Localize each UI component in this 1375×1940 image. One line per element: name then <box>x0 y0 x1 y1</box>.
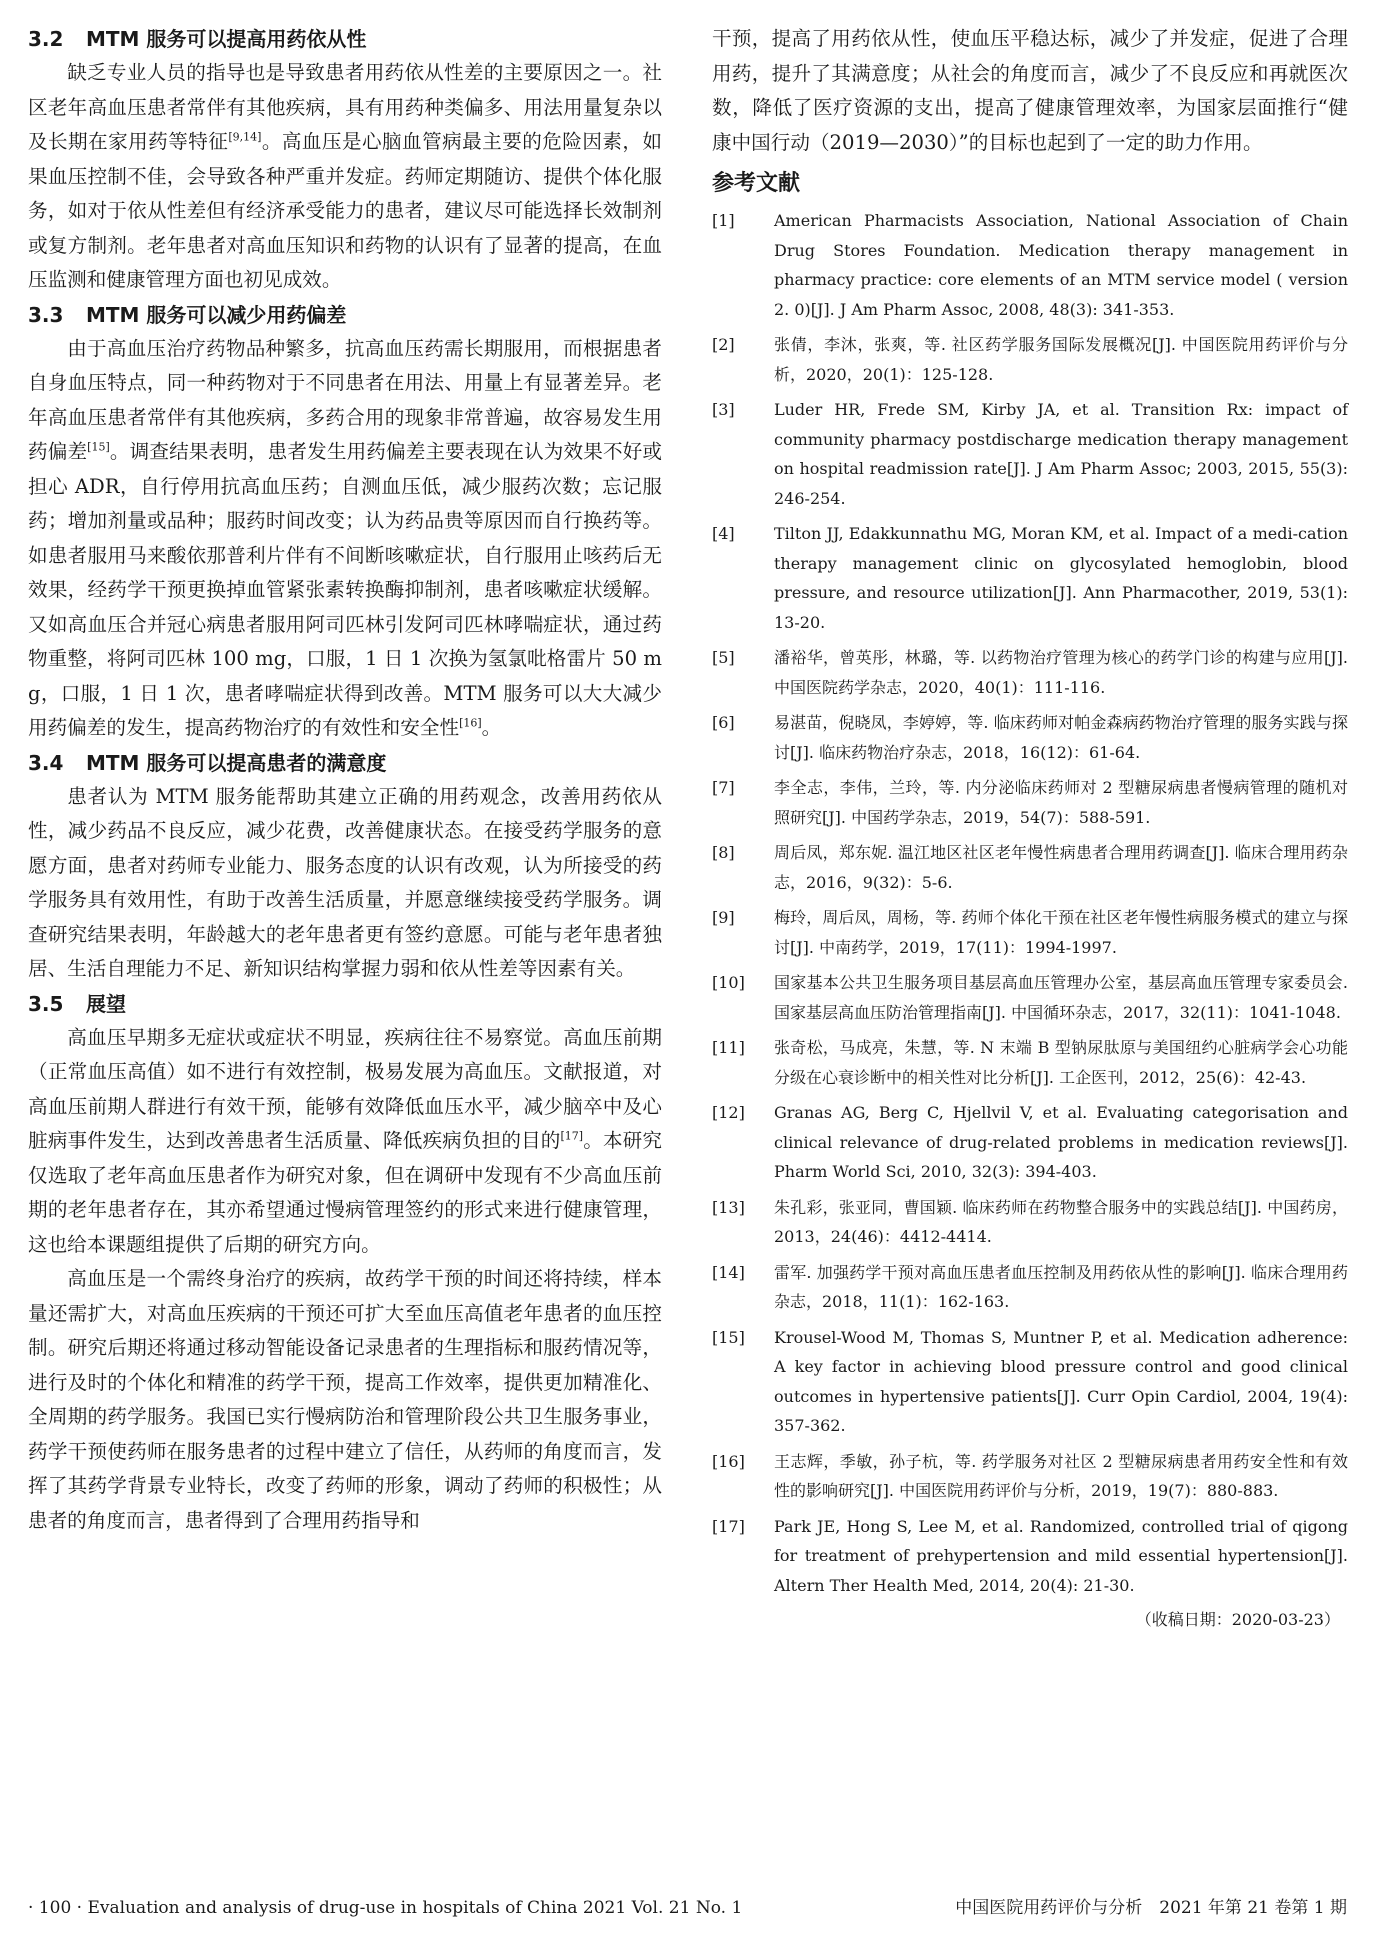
reference-number: [8] <box>712 843 735 862</box>
reference-text: 梅玲，周后凤，周杨，等. 药师个体化干预在社区老年慢性病服务模式的建立与探讨[J]. 中南药学，2019，17(11)：1994-1997. <box>774 908 1348 957</box>
section-title: MTM 服务可以减少用药偏差 <box>86 302 347 327</box>
reference-number: [5] <box>712 648 735 667</box>
footer-journal-en: · 100 · Evaluation and analysis of drug-use in hospitals of China 2021 Vol. 21 No. 1 <box>28 1898 743 1918</box>
reference-number: [2] <box>712 335 735 354</box>
section-number: 3.4 <box>28 750 64 775</box>
reference-item <box>712 1512 1348 1601</box>
reference-item <box>712 708 1348 767</box>
reference-number: [12] <box>712 1103 745 1122</box>
reference-text: 国家基本公共卫生服务项目基层高血压管理办公室，基层高血压管理专家委员会. 国家基层高血压防治管理指南[J]. 中国循环杂志，2017，32(11)：1041-1048. <box>774 973 1348 1022</box>
reference-text: 李全志，李伟，兰玲，等. 内分泌临床药师对 2 型糖尿病患者慢病管理的随机对照研究[J]. 中国药学杂志，2019，54(7)：588-591. <box>774 778 1348 827</box>
reference-number: [11] <box>712 1038 745 1057</box>
reference-text: Park JE, Hong S, Lee M, et al. Randomized, controlled trial of qigong for treatment of prehypertension and mild essential hypertension[J]. Altern Ther Health Med, 2014, 20(4): 21-30. <box>774 1516 1348 1595</box>
reference-text: Luder HR, Frede SM, Kirby JA, et al. Transition Rx: impact of community pharmacy postdischarge medication therapy management on hospital readmission rate[J]. J Am Pharm Assoc; 2003, 2015, 55(3): 246-254. <box>774 400 1348 508</box>
reference-number: [9] <box>712 908 735 927</box>
reference-text: American Pharmacists Association, National Association of Chain Drug Stores Foundation. Medication therapy management in pharmacy practice: core elements of an MTM service model ( version 2. 0)[J]. J Am Pharm Assoc, 2008, 48(3): 341-353. <box>774 211 1348 319</box>
section-heading-3-3 <box>28 298 662 332</box>
reference-text: Krousel-Wood M, Thomas S, Muntner P, et al. Medication adherence: A key factor in achieving blood pressure control and good clinical outcomes in hypertensive patients[J]. Curr Opin Cardiol, 2004, 19(4): 357-362. <box>774 1327 1348 1435</box>
section-number: 3.5 <box>28 991 64 1016</box>
reference-text: 张倩，李沐，张爽，等. 社区药学服务国际发展概况[J]. 中国医院用药评价与分析，2020，20(1)：125-128. <box>774 335 1348 384</box>
reference-text: 潘裕华，曾英彤，林璐，等. 以药物治疗管理为核心的药学门诊的构建与应用[J]. 中国医院药学杂志，2020，40(1)：111-116. <box>774 648 1348 697</box>
reference-number: [16] <box>712 1451 745 1471</box>
section-heading-3-2 <box>28 22 662 56</box>
reference-number: [10] <box>712 973 745 992</box>
citation-link[interactable]: [15] <box>87 440 110 454</box>
reference-text: 张奇松，马成亮，朱慧，等. N 末端 B 型钠尿肽原与美国纽约心脏病学会心功能分级在心衰诊断中的相关性对比分析[J]. 工企医刊，2012，25(6)：42-43. <box>774 1038 1348 1087</box>
paragraph: 由于高血压治疗药物品种繁多，抗高血压药需长期服用，而根据患者自身血压特点，同一种药物对于不同患者在用法、用量上有显著差异。老年高血压患者常伴有其他疾病，多药合用的现象非常普遍，故容易发生用药偏差[15]。调查结果表明，患者发生用药偏差主要表现在认为效果不好或担心 ADR，自行停用抗高血压药；自测血压低，减少服药次数；忘记服药；增加剂量或品种；服药时间改变；认为药品贵等原因而自行换药等。如患者服用马来酸依那普利片伴有不间断咳嗽症状，自行服用止咳药后无效果，经药学干预更换掉血管紧张素转换酶抑制剂，患者咳嗽症状缓解。又如高血压合并冠心病患者服用阿司匹林引发阿司匹林哮喘症状，通过药物重整，将阿司匹林 100 mg，口服，1 日 1 次换为氢氯吡格雷片 50 mg，口服，1 日 1 次，患者哮喘症状得到改善。MTM 服务可以大大减少用药偏差的发生，提高药物治疗的有效性和安全性[16]。 <box>28 336 663 739</box>
reference-number: [17] <box>712 1516 745 1536</box>
citation-link[interactable]: [16] <box>459 716 482 730</box>
section-title: MTM 服务可以提高用药依从性 <box>86 27 367 51</box>
reference-text: Tilton JJ, Edakkunnathu MG, Moran KM, et al. Impact of a medi-cation therapy management clinic on glycosylated hemoglobin, blood pressure, and resource utilization[J]. Ann Pharmacother, 2019, 53(1): 13-20. <box>774 524 1348 632</box>
reference-item <box>712 1258 1348 1317</box>
reference-item <box>712 206 1348 324</box>
paragraph: 缺乏专业人员的指导也是导致患者用药依从性差的主要原因之一。社区老年高血压患者常伴有其他疾病，具有用药种类偏多、用法用量复杂以及长期在家用药等特征[9,14]。高血压是心脑血管病最主要的危险因素，如果血压控制不佳，会导致各种严重并发症。药师定期随访、提供个体化服务，如对于依从性差但有经济承受能力的患者，建议尽可能选择长效制剂或复方制剂。老年患者对高血压知识和药物的认识有了显著的提高，在血压监测和健康管理方面也初见成效。 <box>28 61 663 291</box>
page-footer <box>0 1893 1375 1923</box>
footer-journal-cn: 中国医院用药评价与分析 2021 年第 21 卷第 1 期 <box>955 1898 1347 1918</box>
reference-item <box>712 395 1348 513</box>
reference-item <box>712 1323 1348 1441</box>
reference-item <box>712 643 1348 702</box>
paragraph: 患者认为 MTM 服务能帮助其建立正确的用药观念，改善用药依从性，减少药品不良反应，减少花费，改善健康状态。在接受药学服务的意愿方面，患者对药师专业能力、服务态度的认识有改观，认为所接受的药学服务具有效用性，有助于改善生活质量，并愿意继续接受药学服务。调查研究结果表明，年龄越大的老年患者更有签约意愿。可能与老年患者独居、生活自理能力不足、新知识结构掌握力弱和依从性差等因素有关。 <box>28 784 662 980</box>
paragraph: 高血压早期多无症状或症状不明显，疾病往往不易察觉。高血压前期（正常血压高值）如不进行有效控制，极易发展为高血压。文献报道，对高血压前期人群进行有效干预，能够有效降低血压水平，减少脑卒中及心脏病事件发生，达到改善患者生活质量、降低疾病负担的目的[17]。本研究仅选取了老年高血压患者作为研究对象，但在调研中发现有不少高血压前期的老年患者存在，其亦希望通过慢病管理签约的形式来进行健康管理，这也给本课题组提供了后期的研究方向。 <box>28 1025 663 1256</box>
reference-item <box>712 968 1348 1027</box>
reference-item <box>712 519 1348 637</box>
reference-text: 周后凤，郑东妮. 温江地区社区老年慢性病患者合理用药调查[J]. 临床合理用药杂志，2016，9(32)：5-6. <box>774 843 1348 892</box>
reference-number: [14] <box>712 1262 745 1282</box>
reference-item <box>712 1447 1348 1506</box>
reference-number: [7] <box>712 778 735 797</box>
reference-text: Granas AG, Berg C, Hjellvil V, et al. Evaluating categorisation and clinical relevance of drug-related problems in medication reviews[J]. Pharm World Sci, 2010, 32(3): 394-403. <box>774 1103 1348 1181</box>
reference-item <box>712 773 1348 832</box>
reference-number: [3] <box>712 400 735 419</box>
reference-item <box>712 1033 1348 1092</box>
reference-number: [15] <box>712 1327 745 1347</box>
reference-text: 朱孔彩，张亚同，曹国颖. 临床药师在药物整合服务中的实践总结[J]. 中国药房，2013，24(46)：4412-4414. <box>774 1197 1348 1246</box>
received-date: （收稿日期：2020-03-23） <box>1135 1610 1340 1629</box>
left-column <box>28 22 662 1538</box>
paragraph: 高血压是一个需终身治疗的疾病，故药学干预的时间还将持续，样本量还需扩大，对高血压疾病的干预还可扩大至血压高值老年患者的血压控制。研究后期还将通过移动智能设备记录患者的生理指标和服药情况等，进行及时的个体化和精准的药学干预，提高工作效率，提供更加精准化、全周期的药学服务。我国已实行慢病防治和管理阶段公共卫生服务事业，药学干预使药师在服务患者的过程中建立了信任，从药师的角度而言，发挥了其药学背景专业特长，改变了药师的形象，调动了药师的积极性；从患者的角度而言，患者得到了合理用药指导和 <box>28 1267 662 1532</box>
citation-link[interactable]: [9,14] <box>228 130 262 144</box>
section-number: 3.3 <box>28 302 64 327</box>
references-heading: 参考文献 <box>712 171 801 196</box>
reference-number: [6] <box>712 713 735 732</box>
reference-number: [13] <box>712 1197 745 1217</box>
reference-number: [1] <box>712 211 735 230</box>
reference-item <box>712 1193 1348 1252</box>
reference-item <box>712 838 1348 897</box>
reference-text: 王志辉，季敏，孙子杭，等. 药学服务对社区 2 型糖尿病患者用药安全性和有效性的影响研究[J]. 中国医院用药评价与分析，2019，19(7)：880-883. <box>774 1451 1348 1500</box>
citation-link[interactable]: [17] <box>560 1129 584 1143</box>
reference-item <box>712 330 1348 389</box>
section-number: 3.2 <box>28 27 64 51</box>
section-heading-3-4 <box>28 746 662 780</box>
section-title: MTM 服务可以提高患者的满意度 <box>86 750 387 775</box>
section-title: 展望 <box>86 991 126 1016</box>
reference-text: 易湛苗，倪晓凤，李婷婷，等. 临床药师对帕金森病药物治疗管理的服务实践与探讨[J]. 临床药物治疗杂志，2018，16(12)：61-64. <box>774 713 1348 762</box>
section-heading-3-5 <box>28 987 662 1021</box>
reference-text: 雷军. 加强药学干预对高血压患者血压控制及用药依从性的影响[J]. 临床合理用药杂志，2018，11(1)：162-163. <box>774 1262 1348 1311</box>
reference-item <box>712 903 1348 962</box>
reference-item <box>712 1098 1348 1187</box>
references-list <box>712 206 1348 1600</box>
reference-number: [4] <box>712 524 735 543</box>
paragraph-continuation: 干预，提高了用药依从性，使血压平稳达标，减少了并发症，促进了合理用药，提升了其满意度；从社会的角度而言，减少了不良反应和再就医次数，降低了医疗资源的支出，提高了健康管理效率，为国家层面推行“健康中国行动（2019—2030）”的目标也起到了一定的助力作用。 <box>712 27 1348 154</box>
right-column <box>712 22 1348 1634</box>
